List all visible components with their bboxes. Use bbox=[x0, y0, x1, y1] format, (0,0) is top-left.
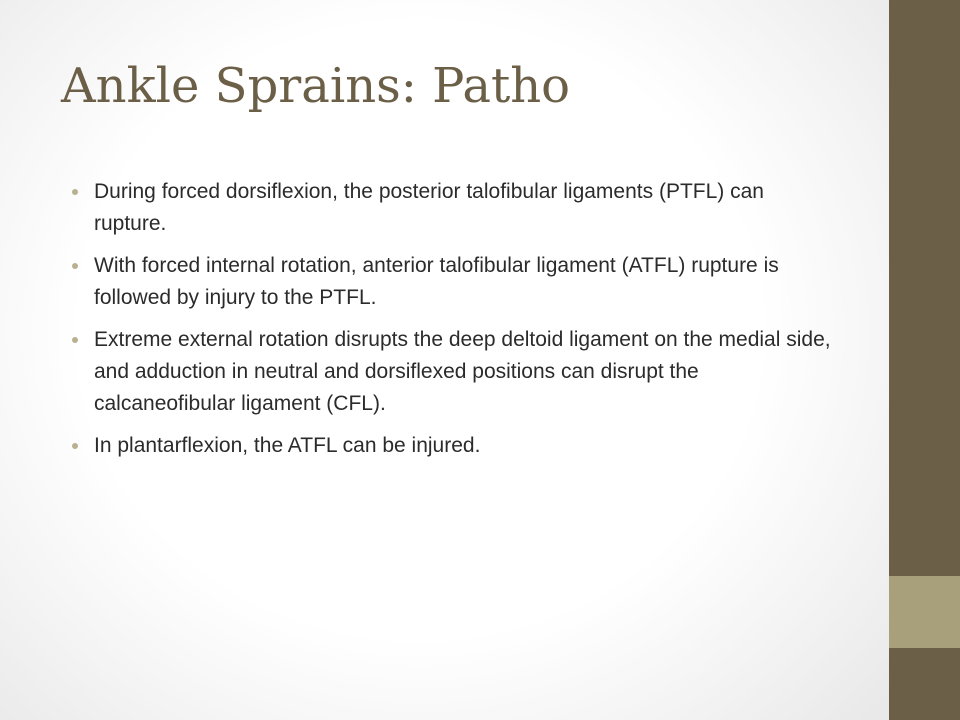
bullet-text: With forced internal rotation, anterior talofibular ligament (ATFL) rupture is followed by injury to the PTFL. bbox=[94, 254, 779, 309]
side-decor-accent bbox=[889, 576, 960, 648]
bullet-dot-icon bbox=[72, 263, 78, 269]
bullet-text: During forced dorsiflexion, the posterior talofibular ligaments (PTFL) can rupture. bbox=[94, 180, 764, 235]
bullet-dot-icon bbox=[72, 443, 78, 449]
bullet-dot-icon bbox=[72, 337, 78, 343]
bullet-item bbox=[72, 176, 832, 240]
bullet-item bbox=[72, 324, 832, 420]
bullet-list bbox=[72, 176, 832, 472]
slide-title: Ankle Sprains: Patho bbox=[61, 58, 571, 114]
bullet-dot-icon bbox=[72, 189, 78, 195]
bullet-text: Extreme external rotation disrupts the deep deltoid ligament on the medial side, and adduction in neutral and dorsiflexed positions can disrupt the calcaneofibular ligament (CFL). bbox=[94, 328, 831, 415]
bullet-item bbox=[72, 430, 832, 462]
bullet-text: In plantarflexion, the ATFL can be injured. bbox=[94, 434, 481, 457]
bullet-item bbox=[72, 250, 832, 314]
